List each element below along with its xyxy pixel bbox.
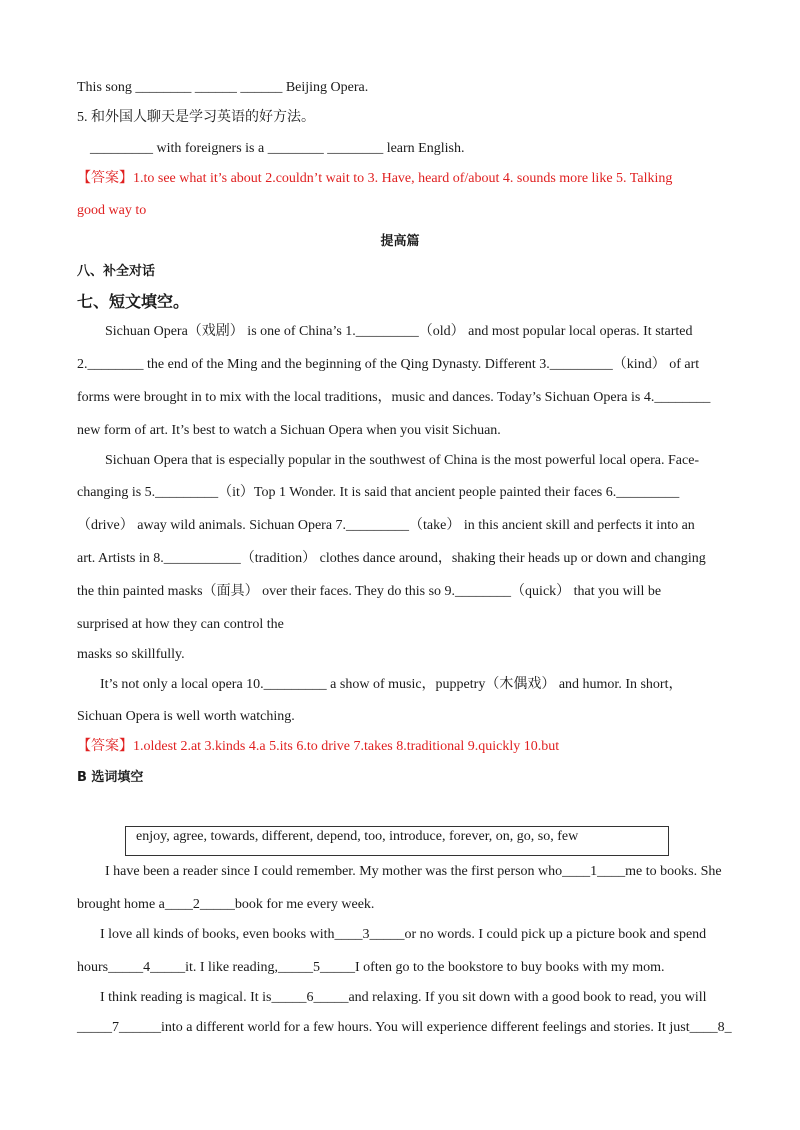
passage-line: _____7______into a different world for a few hours. You will experience different feelings and stories. It just____8_ [77, 1020, 732, 1035]
answer-key: 【答案】1.oldest 2.at 3.kinds 4.a 5.its 6.to drive 7.takes 8.traditional 9.quickly 10.but [77, 739, 560, 754]
passage-line: masks so skillfully. [77, 647, 185, 662]
passage-line: new form of art. It’s best to watch a Sichuan Opera when you visit Sichuan. [77, 423, 501, 438]
passage-line: changing is 5._________（it）Top 1 Wonder. It is said that ancient people painted their faces 6._________ [77, 485, 680, 500]
exercise-line: This song ________ ______ ______ Beijing Opera. [77, 80, 369, 95]
passage-line: Sichuan Opera that is especially popular in the southwest of China is the most powerful local opera. Face- [105, 453, 700, 468]
passage-line: forms were brought in to mix with the local traditions，music and dances. Today’s Sichuan Opera is 4.________ [77, 390, 711, 405]
passage-line: surprised at how they can control the [77, 617, 284, 632]
section-title: 七、短文填空。 [77, 292, 190, 311]
section-heading: 提高篇 [380, 234, 420, 249]
answer-key-continued: good way to [77, 203, 147, 218]
passage-line: It’s not only a local opera 10._________ a show of music，puppetry（木偶戏） and humor. In short， [100, 677, 683, 692]
passage-line: I love all kinds of books, even books with____3_____or no words. I could pick up a picture book and spend [100, 927, 707, 942]
passage-line: 2.________ the end of the Ming and the beginning of the Qing Dynasty. Different 3._________（kind） of art [77, 357, 700, 372]
passage-line: （drive） away wild animals. Sichuan Opera 7._________（take） in this ancient skill and perfects it into an [77, 518, 695, 533]
passage-line: hours_____4_____it. I like reading,_____5_____I often go to the bookstore to buy books with my mom. [77, 960, 665, 975]
passage-line: I think reading is magical. It is_____6_____and relaxing. If you sit down with a good book to read, you will [100, 990, 707, 1005]
passage-line: the thin painted masks（面具） over their faces. They do this so 9.________（quick） that you will be [77, 584, 662, 599]
passage-line: art. Artists in 8.___________（tradition） clothes dance around，shaking their heads up or down and changing [77, 551, 706, 566]
section-title: 八、补全对话 [77, 264, 156, 279]
word-box [125, 826, 669, 856]
answer-key: 【答案】1.to see what it’s about 2.couldn’t wait to 3. Have, heard of/about 4. sounds more like 5. Talking [77, 171, 673, 186]
exercise-line: _________ with foreigners is a ________ ________ learn English. [90, 141, 465, 156]
exercise-prompt-5: 5. 和外国人聊天是学习英语的好方法。 [77, 110, 315, 125]
passage-line: I have been a reader since I could remember. My mother was the first person who____1____me to books. She [105, 864, 722, 879]
section-title: B 选词填空 [77, 770, 144, 785]
passage-line: Sichuan Opera is well worth watching. [77, 709, 295, 724]
passage-line: brought home a____2_____book for me every week. [77, 897, 375, 912]
word-box-text: enjoy, agree, towards, different, depend, too, introduce, forever, on, go, so, few [136, 829, 579, 844]
passage-line: Sichuan Opera（戏剧） is one of China’s 1._________（old） and most popular local operas. It started [105, 324, 693, 339]
